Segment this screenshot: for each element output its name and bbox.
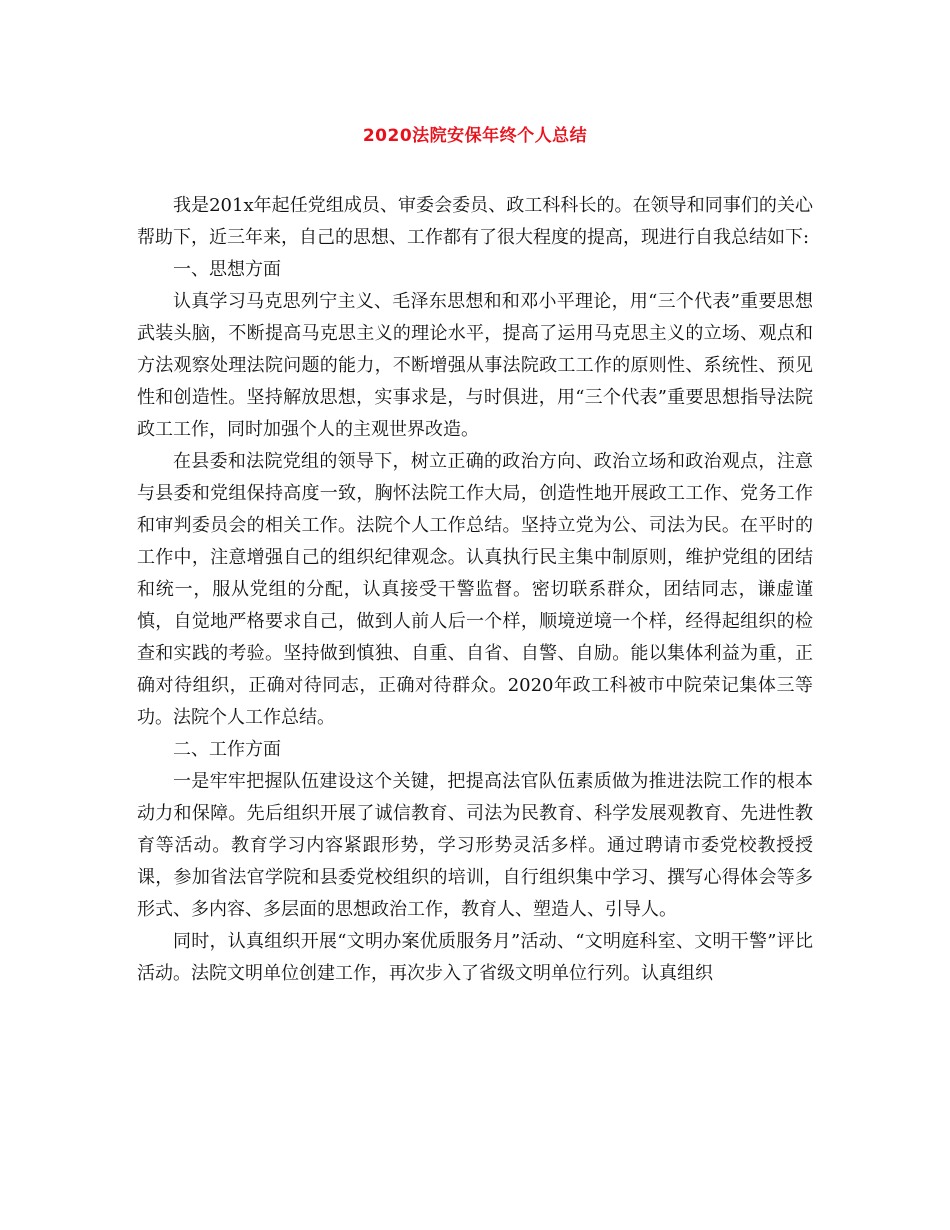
paragraph-thought-leadership: 在县委和法院党组的领导下，树立正确的政治方向、政治立场和政治观点，注意与县委和党组保持高度一致，胸怀法院工作大局，创造性地开展政工工作、党务工作和审判委员会的相关工作。法院个人工作总结。坚持立党为公、司法为民。在平时的工作中，注意增强自己的组织纪律观念。认真执行民主集中制原则，维护党组的团结和统一，服从党组的分配，认真接受干警监督。密切联系群众，团结同志，谦虚谨慎，自觉地严格要求自己，做到人前人后一个样，顺境逆境一个样，经得起组织的检查和实践的考验。坚持做到慎独、自重、自省、自警、自励。能以集体利益为重，正确对待组织，正确对待同志，正确对待群众。2020年政工科被市中院荣记集体三等功。法院个人工作总结。 <box>137 451 813 728</box>
paragraph-work-activities: 同时，认真组织开展“文明办案优质服务月”活动、“文明庭科室、文明干警”评比活动。法院文明单位创建工作，再次步入了省级文明单位行列。认真组织 <box>137 931 813 984</box>
document-body <box>137 190 813 990</box>
document-title: 2020法院安保年终个人总结 <box>362 126 588 146</box>
section-heading-thought: 一、思想方面 <box>173 259 281 280</box>
paragraph-intro: 我是201x年起任党组成员、审委会委员、政工科科长的。在领导和同事们的关心帮助下，近三年来，自己的思想、工作都有了很大程度的提高，现进行自我总结如下: <box>137 195 813 248</box>
paragraph-thought-study: 认真学习马克思列宁主义、毛泽东思想和和邓小平理论，用“三个代表”重要思想武装头脑，不断提高马克思主义的理论水平，提高了运用马克思主义的立场、观点和方法观察处理法院问题的能力，不断增强从事法院政工工作的原则性、系统性、预见性和创造性。坚持解放思想，实事求是，与时俱进，用“三个代表”重要思想指导法院政工工作，同时加强个人的主观世界改造。 <box>137 291 813 440</box>
paragraph-work-team: 一是牢牢把握队伍建设这个关键，把提高法官队伍素质做为推进法院工作的根本动力和保障。先后组织开展了诚信教育、司法为民教育、科学发展观教育、先进性教育等活动。教育学习内容紧跟形势，学习形势灵活多样。通过聘请市委党校教授授课，参加省法官学院和县委党校组织的培训，自行组织集中学习、撰写心得体会等多形式、多内容、多层面的思想政治工作，教育人、塑造人、引导人。 <box>137 771 813 920</box>
section-heading-work: 二、工作方面 <box>173 739 281 760</box>
